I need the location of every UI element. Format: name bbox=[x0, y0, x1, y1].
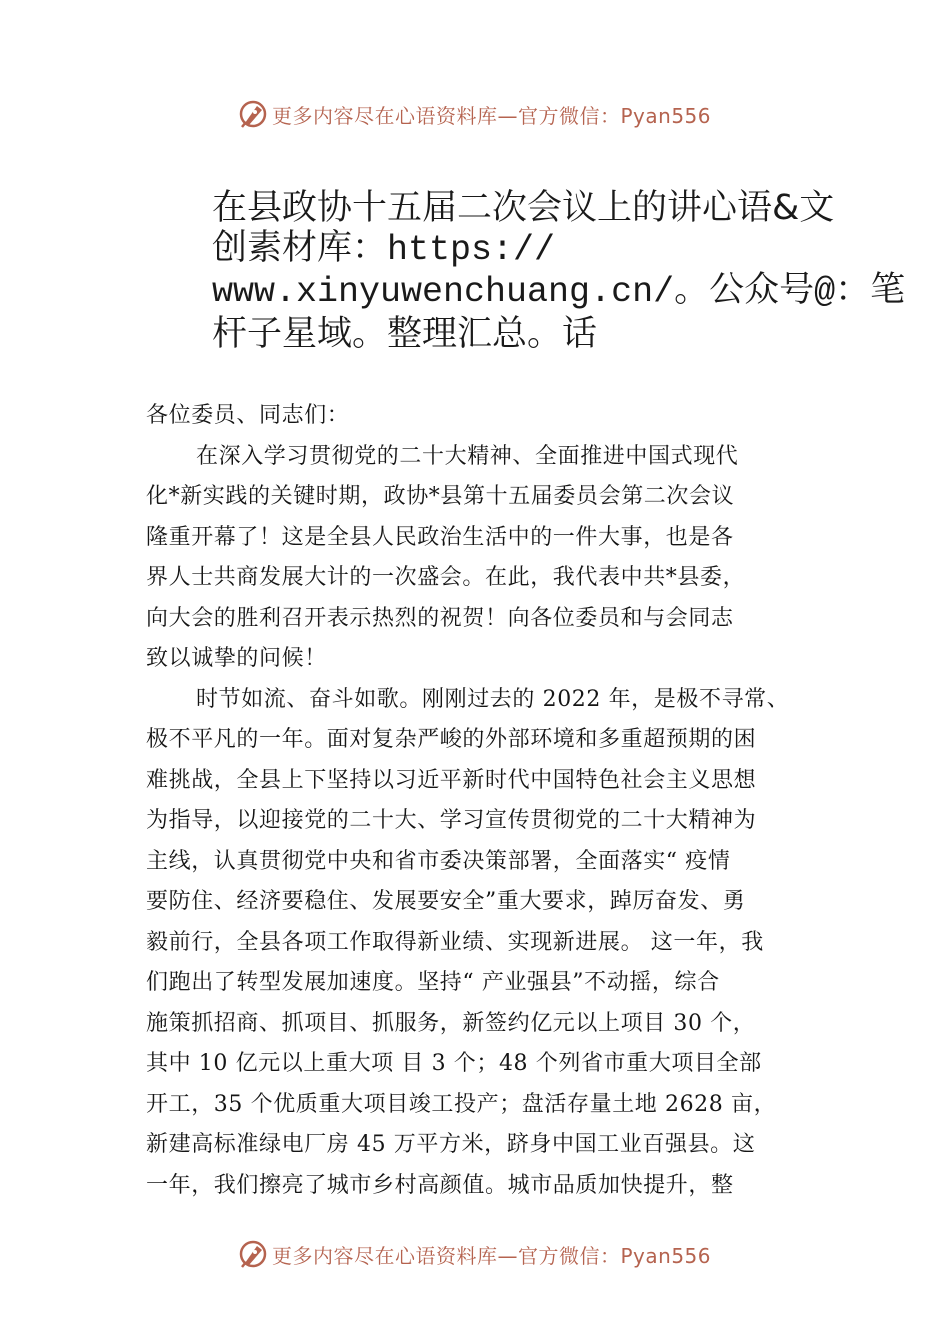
paragraph-line: 致以诚挚的问候！ bbox=[146, 646, 327, 671]
paragraph-line: 极不平凡的一年。面对复杂严峻的外部环境和多重超预期的困 bbox=[146, 727, 757, 752]
paragraph-line: 难挑战，全县上下坚持以习近平新时代中国特色社会主义思想 bbox=[146, 767, 757, 793]
paragraph-line: 向大会的胜利召开表示热烈的祝贺！向各位委员和与会同志 bbox=[146, 605, 734, 631]
paragraph-line: 其中 10 亿元以上重大项 目 3 个；48 个列省市重大项目全部 bbox=[146, 1051, 762, 1076]
paragraph-line: 开工，35 个优质重大项目竣工投产；盘活存量土地 2628 亩， bbox=[146, 1091, 777, 1117]
paragraph-line: 隆重开幕了！这是全县人民政治生活中的一件大事，也是各 bbox=[146, 524, 734, 550]
paragraph-line: 一年，我们擦亮了城市乡村高颜值。城市品质加快提升，整 bbox=[146, 1172, 734, 1198]
paragraph-line: 界人士共商发展大计的一次盛会。在此，我代表中共*县委， bbox=[146, 565, 746, 590]
paragraph-line: 为指导，以迎接党的二十大、学习宣传贯彻党的二十大精神为 bbox=[146, 808, 757, 833]
paragraph-line: 新建高标准绿电厂房 45 万平方米，跻身中国工业百强县。这 bbox=[146, 1132, 756, 1157]
header-banner bbox=[236, 94, 711, 134]
paragraph-line: 们跑出了转型发展加速度。坚持“ 产业强县”不动摇，综合 bbox=[146, 970, 720, 995]
title-line: 创素材库：https:// bbox=[212, 230, 556, 270]
paragraph-line: 时节如流、奋斗如歌。刚刚过去的 2022 年，是极不寻常、 bbox=[196, 686, 790, 712]
document-title bbox=[212, 187, 906, 355]
footer-banner-text: 更多内容尽在心语资料库—官方微信：Pyan556 bbox=[272, 1243, 712, 1268]
header-banner-text: 更多内容尽在心语资料库—官方微信：Pyan556 bbox=[272, 103, 712, 128]
paragraph-line: 在深入学习贯彻党的二十大精神、全面推进中国式现代 bbox=[196, 443, 739, 469]
title-line: 在县政协十五届二次会议上的讲心语&文 bbox=[212, 188, 835, 228]
document-body bbox=[146, 396, 826, 1206]
footer-banner bbox=[236, 1234, 711, 1274]
paragraph-line: 要防住、经济要稳住、发展要安全”重大要求，踔厉奋发、勇 bbox=[146, 889, 746, 914]
title-line: 杆子星域。整理汇总。话 bbox=[212, 314, 598, 354]
paragraph-line: 施策抓招商、抓项目、抓服务，新签约亿元以上项目 30 个， bbox=[146, 1010, 756, 1036]
paragraph-line: 毅前行，全县各项工作取得新业绩、实现新进展。 这一年，我 bbox=[146, 929, 764, 955]
paragraph-line: 主线，认真贯彻党中央和省市委决策部署，全面落实“ 疫情 bbox=[146, 848, 731, 874]
salutation: 各位委员、同志们： bbox=[146, 403, 350, 428]
pen-nib-logo-icon bbox=[236, 1237, 270, 1271]
pen-nib-logo-icon bbox=[236, 97, 270, 131]
paragraph-line: 化*新实践的关键时期，政协*县第十五届委员会第二次会议 bbox=[146, 484, 735, 509]
title-line: www.xinyuwenchuang.cn/。公众号@：笔 bbox=[212, 272, 906, 312]
